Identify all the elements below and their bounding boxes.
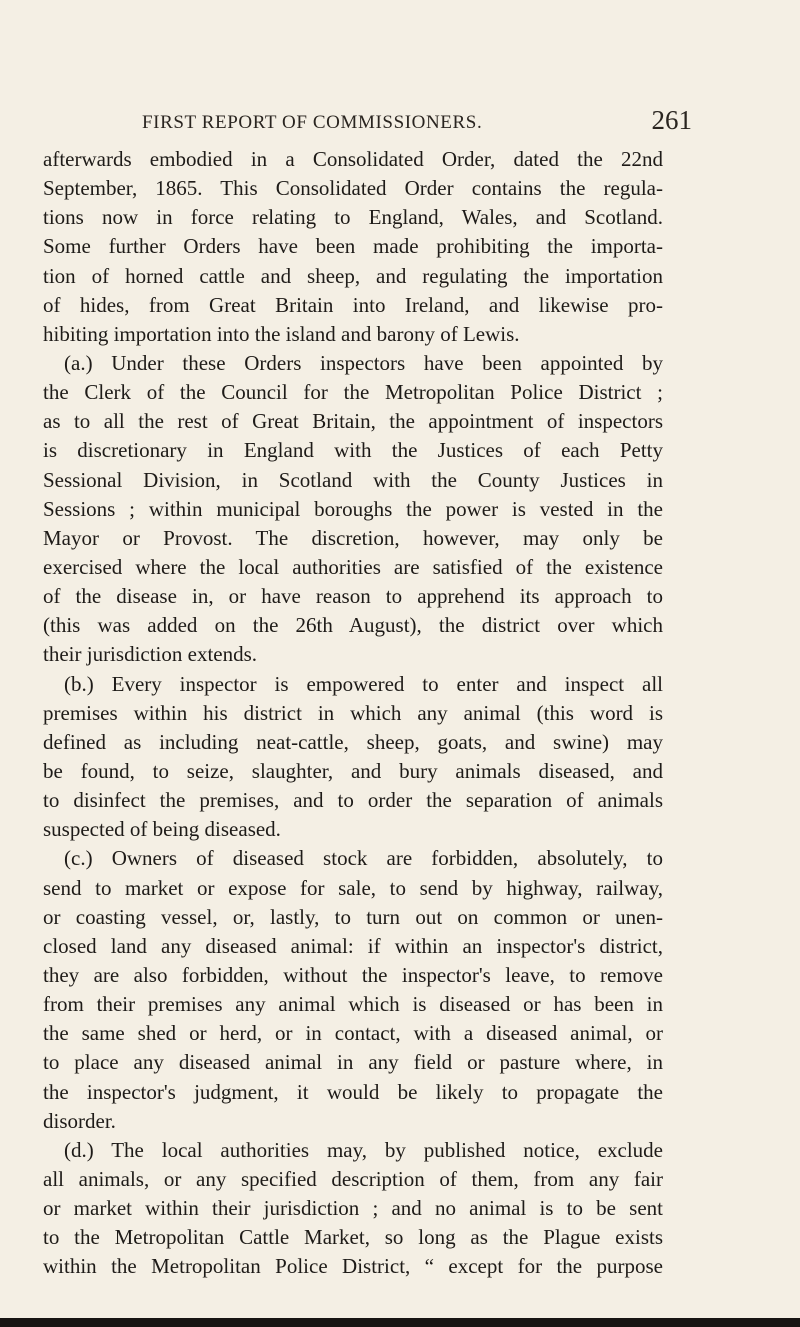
text-line: defined as including neat-cattle, sheep, goats, and swine) may [43, 729, 663, 754]
text-line: afterwards embodied in a Consolidated Order, dated the 22nd [43, 147, 663, 171]
text-line: September, 1865. This Consolidated Order contains the regula- [43, 176, 663, 201]
text-line: within the Metropolitan Police District, “ except for the purpose [43, 1254, 663, 1279]
text-line: the Clerk of the Council for the Metropolitan Police District ; [43, 380, 663, 405]
text-line: Sessional Division, in Scotland with the County Justices in [43, 467, 663, 492]
text-line: or market within their jurisdiction ; and no animal is to be sent [43, 1196, 663, 1221]
text-line: they are also forbidden, without the inspector's leave, to remove [43, 962, 663, 987]
text-line: disorder. [43, 1108, 116, 1133]
text-line: suspected of being diseased. [43, 817, 281, 842]
text-line: send to market or expose for sale, to send by highway, railway, [43, 875, 663, 900]
text-line: of the disease in, or have reason to apprehend its approach to [43, 584, 663, 609]
text-line: hibiting importation into the island and barony of Lewis. [43, 321, 520, 346]
text-line: their jurisdiction extends. [43, 642, 258, 667]
text-line: Sessions ; within municipal boroughs the power is vested in the [43, 496, 663, 521]
page-number: 261 [651, 105, 692, 135]
text-line: closed land any diseased animal: if within an inspector's district, [43, 933, 663, 958]
text-line: (d.) The local authorities may, by published notice, exclude [64, 1137, 663, 1162]
running-header [142, 100, 692, 140]
text-line: of hides, from Great Britain into Ireland, and likewise pro- [43, 292, 663, 317]
text-line: is discretionary in England with the Justices of each Petty [43, 438, 663, 463]
text-line: (this was added on the 26th August), the district over which [43, 613, 663, 638]
text-line: premises within his district in which any animal (this word is [43, 700, 663, 725]
page-bottom-edge [0, 1318, 800, 1327]
text-line: as to all the rest of Great Britain, the appointment of inspectors [43, 409, 663, 434]
text-line: (a.) Under these Orders inspectors have been appointed by [64, 350, 663, 375]
text-line: be found, to seize, slaughter, and bury animals diseased, and [43, 758, 663, 783]
text-line: all animals, or any specified description of them, from any fair [43, 1166, 663, 1191]
text-line: or coasting vessel, or, lastly, to turn out on common or unen- [43, 904, 663, 929]
text-line: tion of horned cattle and sheep, and regulating the importation [43, 263, 663, 288]
running-title: FIRST REPORT OF COMMISSIONERS. [142, 112, 483, 133]
text-line: tions now in force relating to England, Wales, and Scotland. [43, 205, 663, 230]
text-line: the inspector's judgment, it would be likely to propagate the [43, 1079, 663, 1104]
body-text [43, 145, 663, 1281]
text-line: (b.) Every inspector is empowered to enter and inspect all [64, 671, 663, 696]
text-line: Some further Orders have been made prohibiting the importa- [43, 234, 663, 259]
text-line: the same shed or herd, or in contact, with a diseased animal, or [43, 1021, 663, 1046]
text-line: to place any diseased animal in any field or pasture where, in [43, 1050, 663, 1075]
text-line: to the Metropolitan Cattle Market, so long as the Plague exists [43, 1225, 663, 1250]
text-line: Mayor or Provost. The discretion, however, may only be [43, 525, 663, 550]
text-line: from their premises any animal which is diseased or has been in [43, 992, 663, 1017]
text-line: to disinfect the premises, and to order the separation of animals [43, 788, 663, 813]
text-line: exercised where the local authorities are satisfied of the existence [43, 554, 663, 579]
text-line: (c.) Owners of diseased stock are forbidden, absolutely, to [64, 846, 663, 871]
